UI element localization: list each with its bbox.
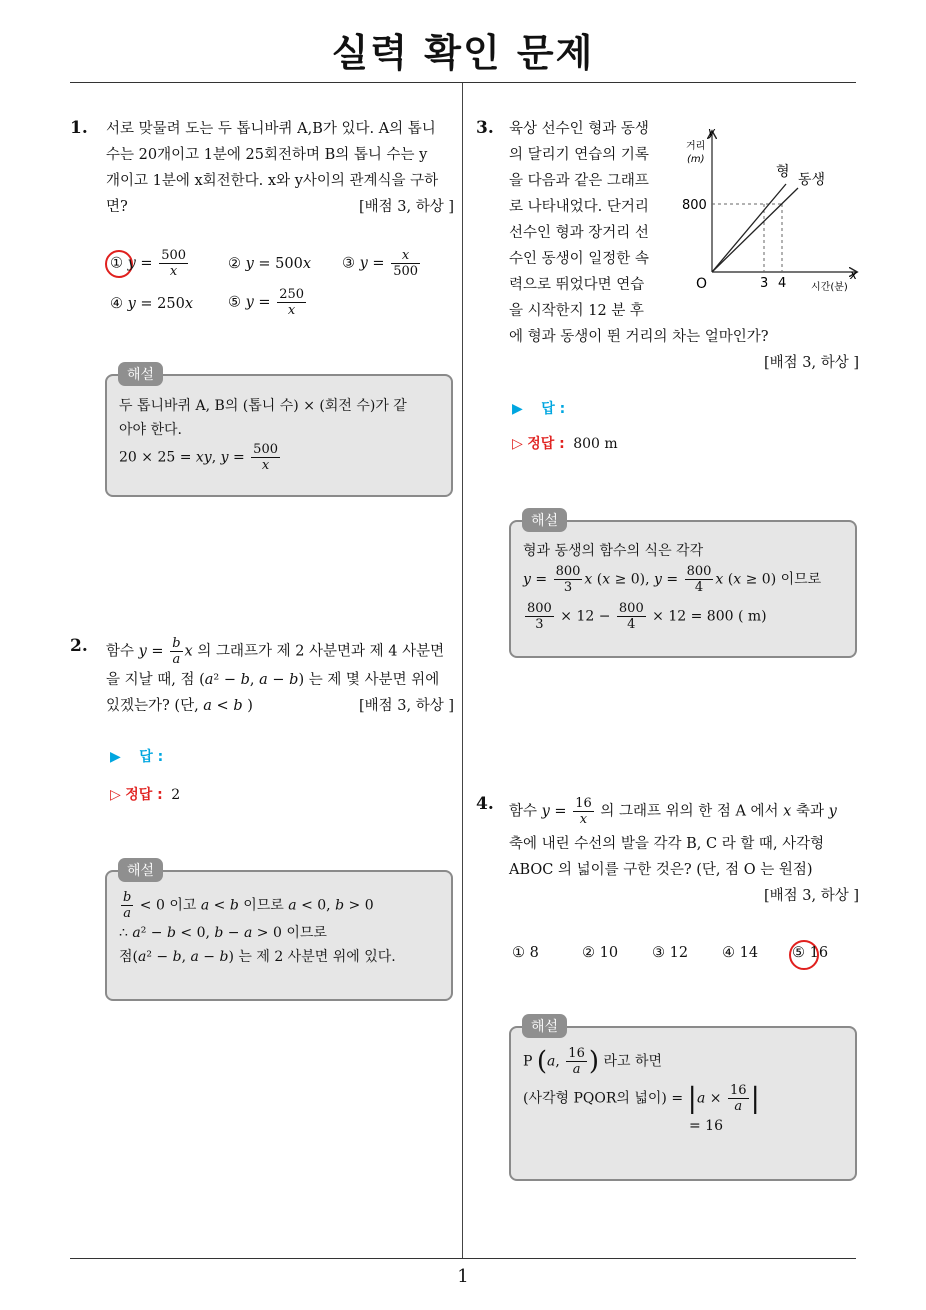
question-line: 함수 y = $\frac{16}{x}$ 의 그래프 위의 한 점 A 에서 x 축과 y: [509, 796, 837, 827]
grade-label: [배점 3, 하상 ]: [358, 199, 454, 215]
y-unit-label: (m): [687, 154, 705, 165]
question-line: ABOC 의 넓이를 구한 것은? (단, 점 O 는 원점): [509, 862, 813, 878]
correct-answer-row: [512, 433, 618, 453]
choice-5[interactable]: ⑤ 16: [792, 945, 829, 961]
correct-value: 2: [171, 787, 181, 803]
solution-box: [509, 520, 857, 658]
solution-text: [523, 540, 853, 632]
grade-label: [배점 3, 하상 ]: [763, 355, 859, 371]
grade-label: [배점 3, 하상 ]: [358, 698, 454, 714]
answer-row: [512, 398, 565, 418]
question-line: 있겠는가? (단, a < b ): [106, 698, 253, 714]
question-line: 을 시작한지 12 분 후: [509, 303, 644, 319]
choice-2[interactable]: ② 10: [582, 945, 619, 961]
question-line: 육상 선수인 형과 동생: [509, 121, 649, 137]
solution-line: P (a, $\frac{16}{a}$ ) 라고 하면: [523, 1046, 662, 1077]
solution-line: 20 × 25 = xy, y = $\frac{500}{x}$: [119, 442, 278, 473]
solution-tag: 해설: [118, 362, 163, 386]
origin-label: O: [696, 276, 708, 292]
solution-line: ∴ a² − b < 0, b − a > 0 이므로: [119, 925, 327, 941]
question-line: 을 지날 때, 점 (a² − b, a − b) 는 제 몇 사분면 위에: [106, 672, 440, 688]
solution-box: [105, 870, 453, 1001]
question-line: 로 나타내었다. 단거리: [509, 199, 649, 215]
solution-tag: 해설: [522, 1014, 567, 1038]
question-text: [509, 796, 859, 909]
play-arrow-icon: ▶: [512, 401, 523, 417]
x-tick-3: 3: [760, 276, 769, 291]
answer-row: [110, 746, 163, 766]
question-line: 을 다음과 같은 그래프: [509, 173, 649, 189]
grade-label: [배점 3, 하상 ]: [763, 888, 859, 904]
question-line: 서로 맞물려 도는 두 톱니바퀴 A,B가 있다. A의 톱니: [106, 121, 436, 137]
choice-4[interactable]: ④ 14: [722, 945, 759, 961]
choice-3[interactable]: ③ y = $\frac{x}{500}$: [342, 248, 419, 279]
choice-3[interactable]: ③ 12: [652, 945, 689, 961]
distance-time-graph: [666, 122, 866, 297]
series-label-younger: 동생: [798, 172, 826, 188]
choice-5[interactable]: ⑤ y = $\frac{250}{x}$: [228, 287, 305, 318]
question-number: 3.: [476, 118, 494, 138]
choice-1[interactable]: ① y = $\frac{500}{x}$: [110, 248, 187, 279]
answer-label: 답 :: [139, 749, 164, 765]
top-divider: [70, 82, 856, 83]
series-line-brother: [712, 184, 786, 272]
solution-line: y = $\frac{800}{3}$ x (x ≥ 0), y = $\frac{800}{4}$ x (x ≥ 0) 이므로: [523, 564, 822, 595]
solution-tag: 해설: [118, 858, 163, 882]
solution-line: 점(a² − b, a − b) 는 제 2 사분면 위에 있다.: [119, 949, 396, 965]
correct-label: 정답 :: [125, 787, 163, 803]
question-text-cont: [509, 324, 859, 376]
question-line: 축에 내린 수선의 발을 각각 B, C 라 할 때, 사각형: [509, 836, 825, 852]
page-title: 실력 확인 문제: [331, 31, 595, 75]
question-line: 에 형과 동생이 뛴 거리의 차는 얼마인가?: [509, 329, 769, 345]
solution-box: [105, 374, 453, 497]
question-number: 1.: [70, 118, 88, 138]
solution-line: $\frac{b}{a}$ < 0 이고 a < b 이므로 a < 0, b > 0: [123, 890, 374, 921]
series-label-brother: 형: [776, 164, 790, 180]
solution-line: (사각형 PQOR의 넓이) = |a × $\frac{16}{a}$ |: [523, 1081, 760, 1115]
question-line: 면?: [106, 199, 128, 215]
question-line: 개이고 1분에 x회전한다. x와 y사이의 관계식을 구하: [106, 173, 439, 189]
y-axis-label: 거리: [686, 141, 706, 152]
solution-line: $\frac{800}{3}$ × 12 − $\frac{800}{4}$ × 12 = 800 ( m): [527, 601, 767, 632]
choice-4[interactable]: ④ y = 250x: [110, 296, 194, 312]
solution-line: 두 톱니바퀴 A, B의 (톱니 수) × (회전 수)가 같: [119, 398, 407, 414]
play-arrow-icon: ▶: [110, 749, 121, 765]
question-text: [509, 116, 669, 324]
answer-label: 답 :: [541, 401, 566, 417]
solution-tag: 해설: [522, 508, 567, 532]
question-line: 선수인 형과 장거리 선: [509, 225, 649, 241]
solution-line: = 16: [689, 1118, 723, 1134]
question-line: 함수 y = $\frac{b}{a}$ x 의 그래프가 제 2 사분면과 제 4 사분면: [106, 636, 445, 667]
triangle-outline-icon: ▷: [512, 436, 523, 452]
x-axis-label: 시간(분): [811, 282, 848, 293]
solution-line: 형과 동생의 함수의 식은 각각: [523, 543, 704, 559]
correct-label: 정답 :: [527, 436, 565, 452]
question-number: 4.: [476, 794, 494, 814]
question-line: 수는 20개이고 1분에 25회전하며 B의 톱니 수는 y: [106, 147, 428, 163]
question-line: 수인 동생이 일정한 속: [509, 251, 649, 267]
question-text: [106, 636, 454, 719]
x-tick-4: 4: [778, 276, 787, 291]
y-var-label: y: [708, 125, 716, 139]
question-line: 력으로 뛰었다면 연습: [509, 277, 645, 293]
question-text: [106, 116, 454, 220]
correct-value: 800 m: [573, 436, 618, 452]
solution-text: [119, 394, 444, 473]
solution-text: [523, 1046, 853, 1138]
series-line-younger: [712, 188, 798, 272]
x-var-label: x: [850, 268, 858, 282]
bottom-divider: [70, 1258, 856, 1259]
correct-answer-row: [110, 784, 180, 804]
column-divider: [462, 83, 463, 1258]
page-number: 1: [457, 1266, 469, 1287]
choice-1[interactable]: ① 8: [512, 945, 539, 961]
choice-2[interactable]: ② y = 500x: [228, 256, 312, 272]
solution-line: 아야 한다.: [119, 422, 182, 438]
y-tick-800: 800: [682, 198, 707, 213]
question-line: 의 달리기 연습의 기록: [509, 147, 649, 163]
triangle-outline-icon: ▷: [110, 787, 121, 803]
solution-text: [119, 890, 449, 969]
solution-box: [509, 1026, 857, 1181]
question-number: 2.: [70, 636, 88, 656]
